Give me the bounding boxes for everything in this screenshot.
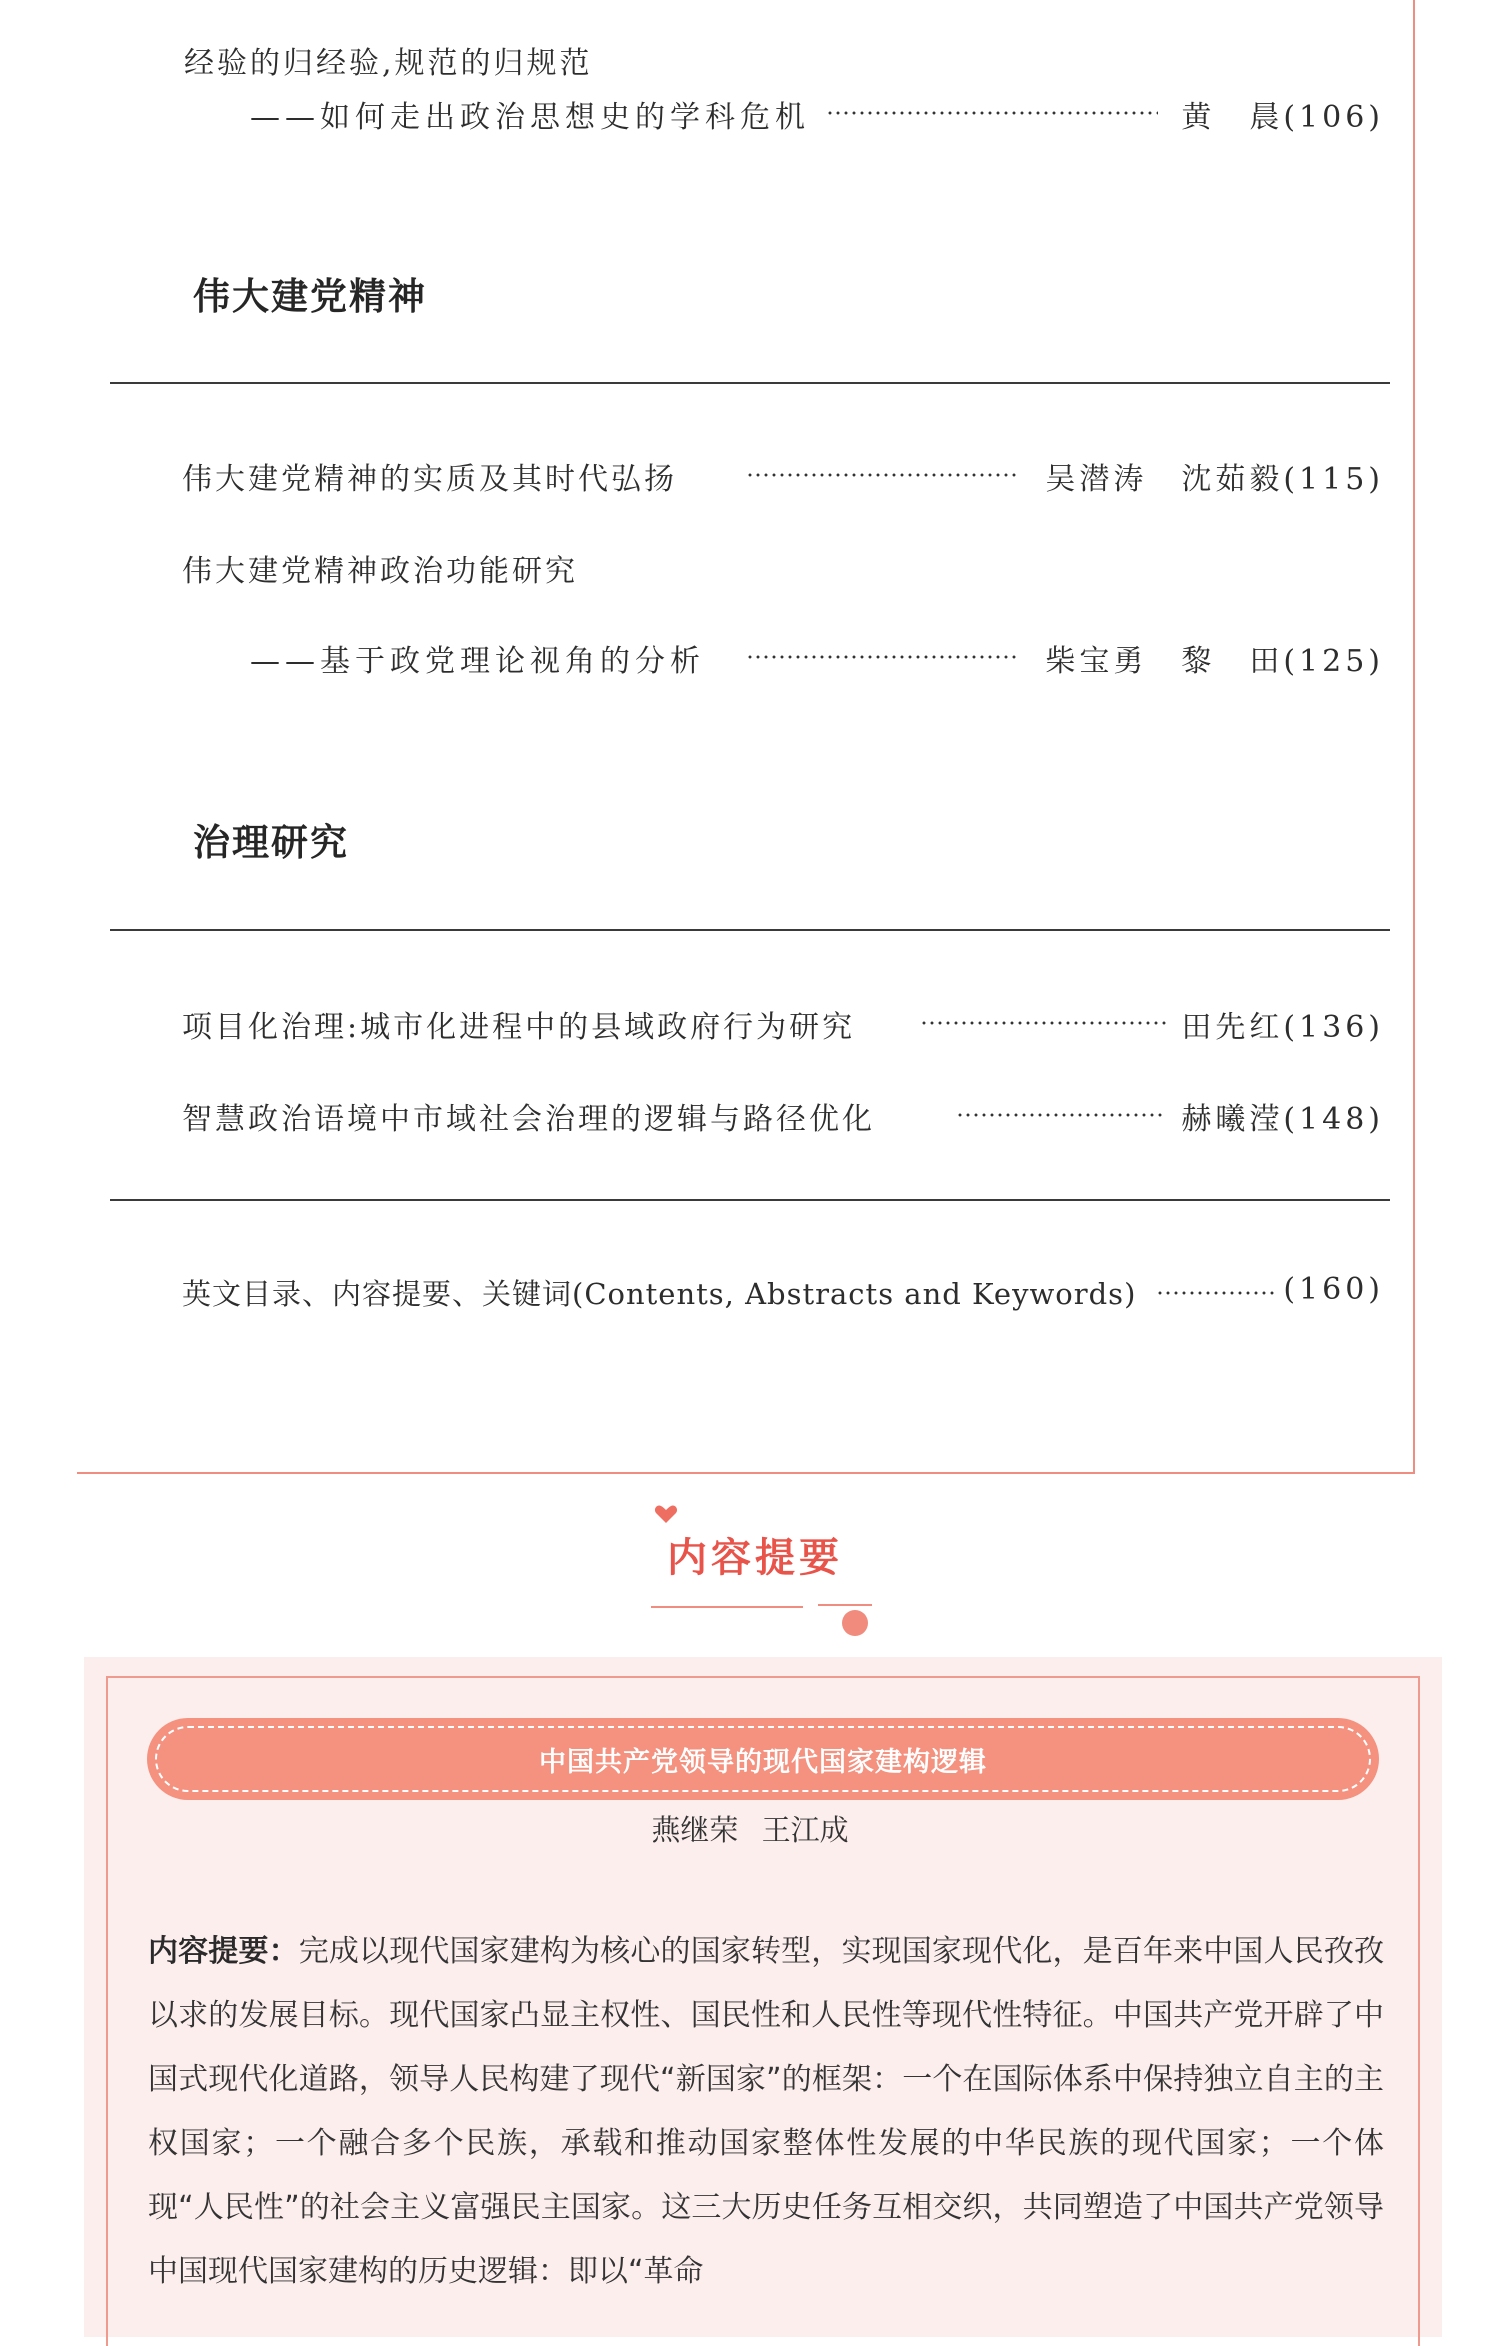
toc-author: 吴潜涛 沈茹毅 <box>1045 462 1284 497</box>
heading-underline <box>651 1606 803 1608</box>
leader-dots <box>746 655 1018 659</box>
article-title[interactable]: 中国共产党领导的现代国家建构逻辑 <box>155 1726 1371 1792</box>
leader-dots <box>956 1113 1166 1117</box>
toc-entry-subtitle-text: ——如何走出政治思想史的学科危机 <box>250 100 810 135</box>
abstract-body <box>148 1920 1384 2304</box>
heading-underline <box>818 1604 872 1606</box>
toc-entry-title[interactable]: 经验的归经验,规范的归规范 <box>184 46 593 81</box>
leader-dots <box>1156 1291 1276 1295</box>
abstract-text: 完成以现代国家建构为核心的国家转型，实现国家现代化，是百年来中国人民孜孜以求的发展目标。现代国家凸显主权性、国民性和人民性等现代性特征。中国共产党开辟了中国式现代化道路，领导人民构建了现代“新国家”的框架：一个在国际体系中保持独立自主的主权国家；一个融合多个民族，承载和推动国家整体性发展的中华民族的现代国家；一个体现“人民性”的社会主义富强民主国家。这三大历史任务互相交织，共同塑造了中国共产党领导中国现代国家建构的历史逻辑：即以“革命 <box>148 1934 1384 2289</box>
leader-dots <box>746 473 1018 477</box>
toc-author: 赫曦滢 <box>1181 1102 1284 1137</box>
toc-entry-meta <box>1181 1094 1384 1138</box>
leader-dots <box>826 111 1158 115</box>
toc-author: 田先红 <box>1181 1010 1284 1045</box>
leader-dots <box>920 1021 1166 1025</box>
abstract-label: 内容提要： <box>148 1934 299 1969</box>
toc-page[interactable]: (136) <box>1283 1010 1384 1045</box>
toc-page[interactable]: (160) <box>1283 1272 1384 1307</box>
toc-page[interactable]: (115) <box>1283 462 1384 497</box>
toc-author: 黄 晨 <box>1181 100 1284 135</box>
toc-entry-title[interactable]: 伟大建党精神政治功能研究 <box>182 554 578 589</box>
toc-page[interactable]: (125) <box>1283 644 1384 679</box>
article-authors: 燕继荣 王江成 <box>651 1813 849 1847</box>
toc-page[interactable]: (106) <box>1283 100 1384 135</box>
abstracts-heading: 内容提要 <box>667 1535 843 1581</box>
article-title-banner <box>147 1718 1379 1800</box>
toc-entry-title[interactable]: 伟大建党精神的实质及其时代弘扬 <box>182 462 677 497</box>
section-rule <box>110 929 1390 931</box>
toc-page[interactable]: (148) <box>1283 1102 1384 1137</box>
toc-entry-subtitle-text: ——基于政党理论视角的分析 <box>250 644 705 679</box>
toc-entry-meta <box>1181 1002 1384 1046</box>
heart-icon <box>654 1504 678 1524</box>
toc-entry-meta <box>1045 636 1384 680</box>
toc-entry-subtitle[interactable] <box>250 92 810 136</box>
toc-entry-title[interactable]: 英文目录、内容提要、关键词(Contents, Abstracts and Keywords) <box>182 1277 1137 1311</box>
toc-entry-title[interactable]: 智慧政治语境中市域社会治理的逻辑与路径优化 <box>182 1102 875 1137</box>
toc-entry-subtitle[interactable] <box>250 636 705 680</box>
heading-dot <box>842 1610 868 1636</box>
toc-entry-meta <box>1181 92 1384 136</box>
section-rule <box>110 382 1390 384</box>
toc-entry-title[interactable]: 项目化治理:城市化进程中的县域政府行为研究 <box>182 1010 856 1045</box>
section-rule <box>110 1199 1390 1201</box>
toc-entry-meta <box>1045 454 1384 498</box>
section-title: 治理研究 <box>193 821 349 864</box>
toc-author: 柴宝勇 黎 田 <box>1045 644 1284 679</box>
section-title: 伟大建党精神 <box>193 275 427 318</box>
toc-frame <box>77 0 1415 1474</box>
